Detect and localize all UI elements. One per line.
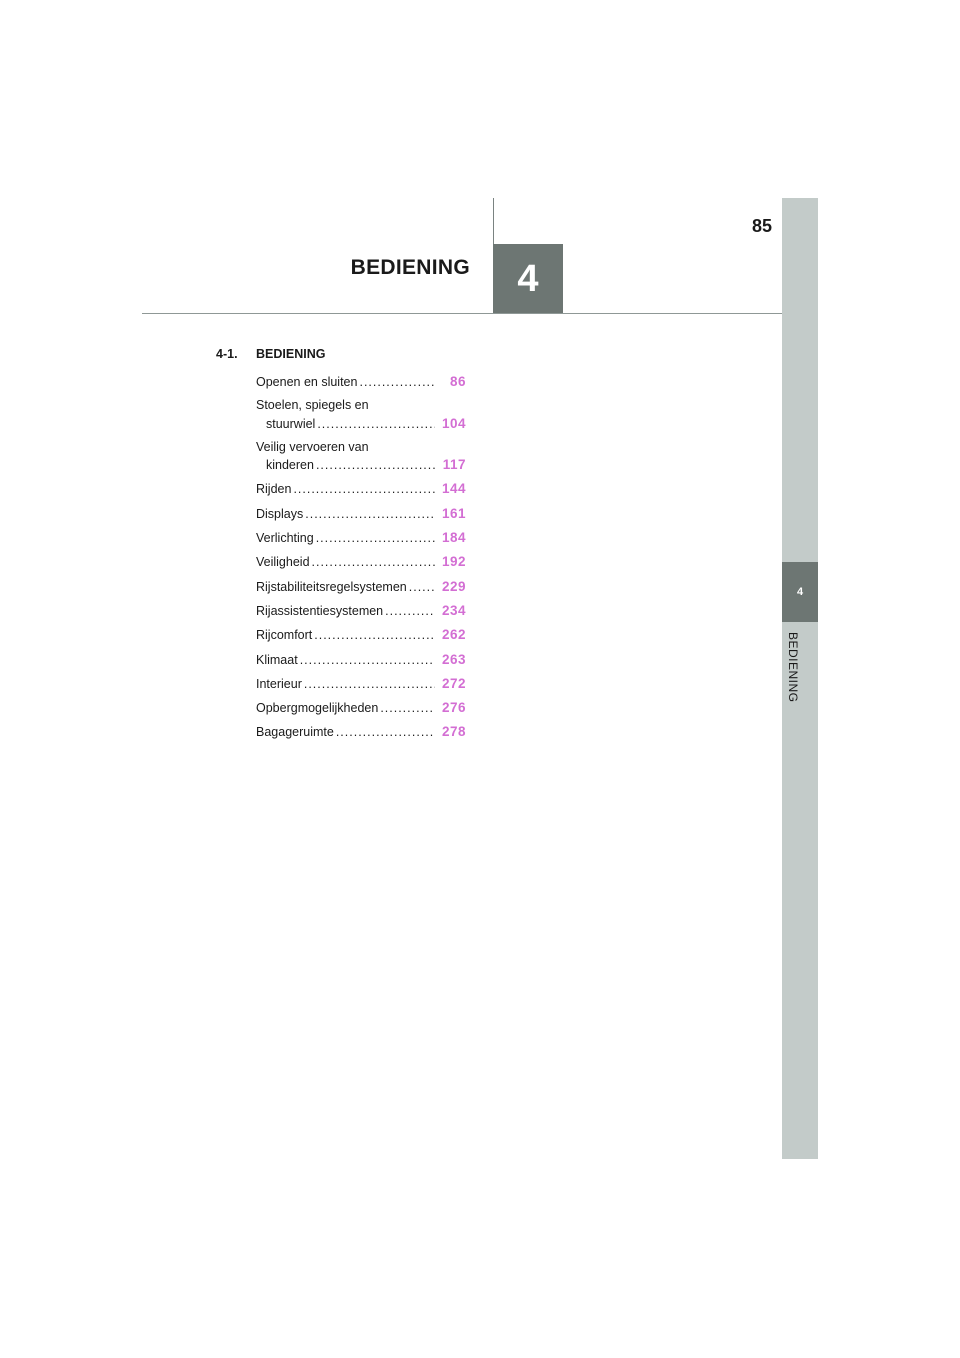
toc-entry-title-line1: Stoelen, spiegels en	[256, 398, 369, 413]
toc-page-link[interactable]: 272	[441, 675, 466, 691]
toc-entry[interactable]	[256, 505, 466, 523]
toc-entry-row	[256, 602, 466, 620]
toc-page-link[interactable]: 192	[441, 554, 466, 570]
header-vertical-divider	[493, 198, 494, 244]
toc-dot-leader	[409, 579, 435, 596]
toc-entry[interactable]	[256, 529, 466, 547]
toc-dot-leader	[316, 457, 435, 474]
toc-entry-row	[256, 480, 466, 498]
toc-dot-leader	[300, 652, 435, 669]
toc-entry[interactable]	[256, 553, 466, 571]
toc-entry-list	[256, 373, 466, 742]
toc-dot-leader	[293, 481, 435, 498]
toc-page-link[interactable]: 184	[441, 530, 466, 546]
toc-entry[interactable]	[256, 439, 466, 475]
toc-dot-leader	[314, 627, 435, 644]
toc-page-link[interactable]: 229	[441, 578, 466, 594]
toc-entry-row	[256, 651, 466, 669]
sidebar-chapter-label: BEDIENING	[786, 632, 800, 703]
toc-entry-title: Openen en sluiten	[256, 375, 358, 389]
chapter-title: BEDIENING	[350, 256, 470, 279]
toc-dot-leader	[312, 554, 435, 571]
toc-page-link[interactable]: 144	[441, 481, 466, 497]
toc-entry-title: stuurwiel	[266, 416, 316, 431]
toc-entry[interactable]	[256, 723, 466, 741]
toc-entry-row	[256, 578, 466, 596]
toc-entry-title: Rijassistentiesystemen	[256, 603, 384, 618]
chapter-number: 4	[517, 257, 539, 300]
toc-dot-leader	[380, 700, 435, 717]
toc-page-link[interactable]: 117	[442, 457, 466, 473]
sidebar-tab-number: 4	[796, 586, 804, 598]
toc-entry[interactable]	[256, 602, 466, 620]
toc-entry-row	[256, 373, 466, 391]
toc-page-link[interactable]: 104	[441, 415, 466, 431]
page-number: 85	[751, 216, 772, 236]
toc-entry[interactable]	[256, 651, 466, 669]
toc-entry-row	[256, 553, 466, 571]
toc-page-link[interactable]: 86	[449, 374, 466, 389]
toc-entry-row	[256, 723, 466, 741]
toc-dot-leader	[304, 676, 435, 693]
sidebar-chapter-tab[interactable]	[782, 562, 818, 622]
table-of-contents	[216, 347, 476, 742]
toc-entry-row	[256, 529, 466, 547]
toc-entry[interactable]	[256, 397, 466, 433]
toc-entry-row	[256, 456, 466, 474]
toc-entry-title-line1: Veilig vervoeren van	[256, 439, 369, 454]
toc-entry-title: Opbergmogelijkheden	[256, 701, 379, 716]
toc-entry-row	[256, 505, 466, 523]
toc-entry-title: Displays	[256, 506, 304, 521]
toc-entry-title: Klimaat	[256, 652, 298, 667]
toc-section-number: 4-1.	[216, 347, 238, 361]
toc-dot-leader	[316, 530, 435, 547]
toc-dot-leader	[317, 416, 435, 433]
toc-page-link[interactable]: 262	[441, 627, 466, 643]
toc-page-link[interactable]: 278	[441, 724, 466, 740]
toc-entry-title: Veiligheid	[256, 555, 310, 570]
toc-dot-leader	[336, 724, 435, 741]
toc-entry[interactable]	[256, 699, 466, 717]
toc-entry[interactable]	[256, 480, 466, 498]
toc-entry-title: Bagageruimte	[256, 725, 334, 740]
toc-entry-row	[256, 626, 466, 644]
toc-entry-title: Rijstabiliteitsregelsystemen	[256, 579, 407, 594]
toc-entry[interactable]	[256, 675, 466, 693]
toc-entry-title: Verlichting	[256, 531, 314, 546]
chapter-number-box	[493, 244, 563, 314]
toc-entry-title: Interieur	[256, 676, 302, 691]
toc-dot-leader	[385, 603, 435, 620]
toc-page-link[interactable]: 161	[441, 505, 466, 521]
toc-section-title: BEDIENING	[256, 347, 326, 361]
toc-entry[interactable]	[256, 373, 466, 391]
toc-page-link[interactable]: 263	[441, 651, 466, 667]
toc-entry-title: kinderen	[266, 458, 314, 473]
toc-entry-title: Rijden	[256, 482, 292, 497]
toc-entry[interactable]	[256, 626, 466, 644]
toc-entry-title: Rijcomfort	[256, 628, 313, 643]
toc-entry-row	[256, 675, 466, 693]
toc-entry[interactable]	[256, 578, 466, 596]
toc-dot-leader	[305, 506, 435, 523]
toc-dot-leader	[359, 374, 435, 391]
header-horizontal-rule	[142, 313, 782, 314]
toc-section-heading	[216, 347, 476, 367]
toc-entry-row	[256, 415, 466, 433]
toc-entry-row	[256, 699, 466, 717]
toc-page-link[interactable]: 276	[441, 700, 466, 716]
toc-page-link[interactable]: 234	[441, 602, 466, 618]
